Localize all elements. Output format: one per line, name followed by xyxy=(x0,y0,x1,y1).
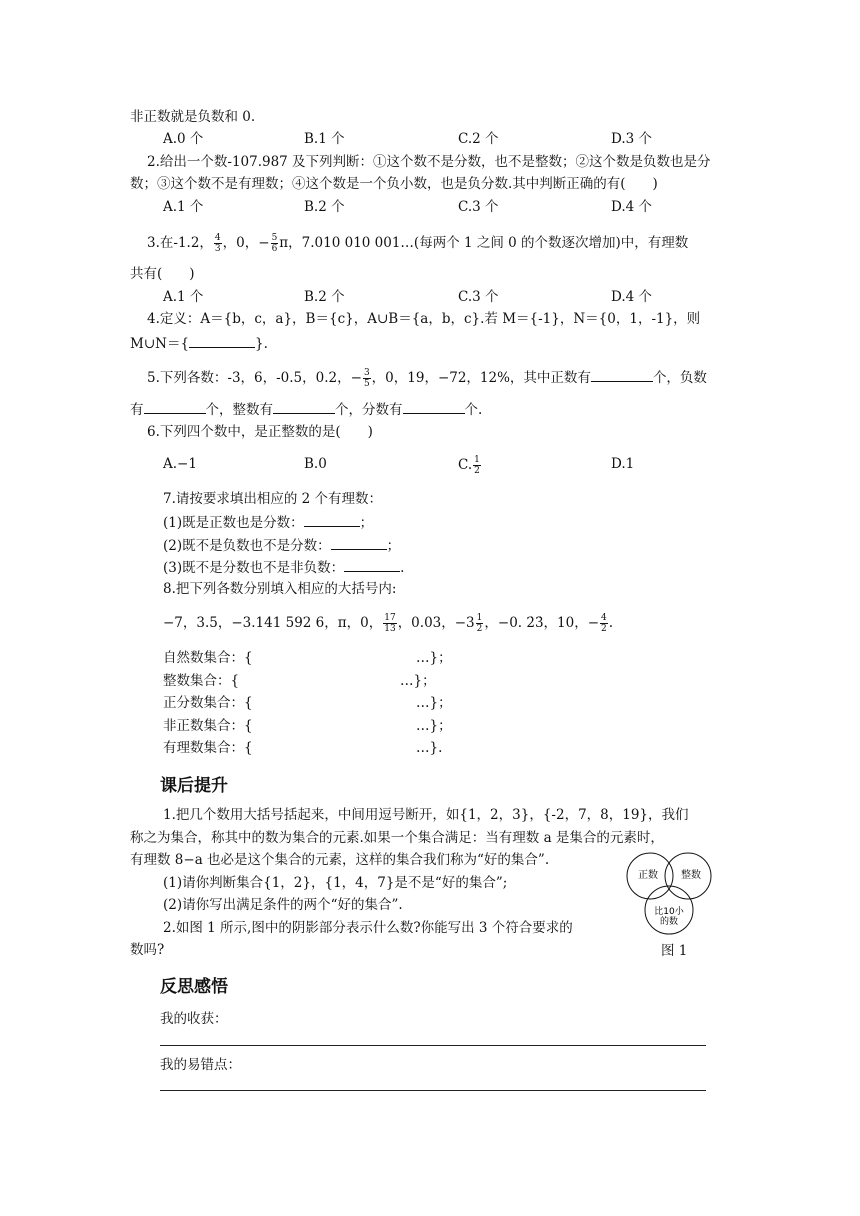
reflection-mistakes-line[interactable] xyxy=(160,1090,706,1091)
q7-part-2-text: (2)既不是负数也不是分数： xyxy=(163,538,331,554)
q7-part-1 xyxy=(163,512,373,532)
set-integer-end: …}； xyxy=(400,673,436,689)
q6-option-b: B.0 xyxy=(304,456,327,472)
q5-line2-d: 个. xyxy=(464,402,483,418)
q2-stem-line2: 数；③这个数不是有理数；④这个数是一个负小数，也是负分数.其中判断正确的有( ) xyxy=(130,176,658,192)
reflection-gain-label: 我的收获： xyxy=(160,1011,228,1027)
q1-option-c: C.2 个 xyxy=(458,131,499,147)
q8-stem: 8.把下列各数分别填入相应的大括号内: xyxy=(163,581,397,597)
ext1-line2: 称之为集合，称其中的数为集合的元素.如果一个集合满足：当有理数 a 是集合的元素时， xyxy=(130,830,664,846)
set-natural-label: 自然数集合：{ xyxy=(163,650,253,666)
figure-caption: 图 1 xyxy=(661,943,688,959)
q3-fraction-1-num: 4 xyxy=(214,233,221,243)
q8-fraction-3-den: 2 xyxy=(601,624,607,634)
q6-option-a: A.−1 xyxy=(163,456,197,472)
set-nonpositive-label: 非正数集合：{ xyxy=(163,718,253,734)
q8-fraction-2-den: 2 xyxy=(476,624,483,634)
continued-statement: 非正数就是负数和 0. xyxy=(130,109,256,125)
q5-mid: ，0，19，−72，12%，其中正数有 xyxy=(371,370,591,386)
q7-part-2-end: ； xyxy=(386,538,401,554)
q5-line2-a: 有 xyxy=(130,402,144,418)
q8-fraction-3 xyxy=(600,613,608,634)
q8-nums-b: ，0.03，−3 xyxy=(397,615,475,631)
q7-part-2 xyxy=(163,535,400,555)
q1-option-a: A.0 个 xyxy=(163,131,204,147)
q2-option-d: D.4 个 xyxy=(611,199,653,215)
q4-answer-blank[interactable] xyxy=(189,333,255,348)
q3-option-b: B.2 个 xyxy=(304,289,345,305)
q4-line2-prefix: M∪N＝{ xyxy=(130,336,190,352)
section-heading-reflection: 反思感悟 xyxy=(160,977,228,997)
q1-option-d: D.3 个 xyxy=(611,131,653,147)
reflection-mistakes-label: 我的易错点： xyxy=(160,1057,241,1073)
q5-stem-line2 xyxy=(130,399,482,419)
q6-stem: 6.下列四个数中，是正整数的是( ) xyxy=(147,424,373,440)
q3-option-c: C.3 个 xyxy=(458,289,499,305)
q7-part-3-end: . xyxy=(400,560,405,576)
venn-diagram xyxy=(618,852,720,938)
q3-option-d: D.4 个 xyxy=(611,289,653,305)
q8-fraction-1-num: 17 xyxy=(384,613,396,623)
q5-stem-line1 xyxy=(147,367,707,389)
q8-fraction-1 xyxy=(383,613,396,634)
q3-fraction-2-den: 6 xyxy=(271,244,278,254)
q2-option-c: C.3 个 xyxy=(458,199,499,215)
q7-part-3 xyxy=(163,557,404,577)
set-natural-end: …}； xyxy=(416,650,452,666)
q5-fraction xyxy=(363,368,371,389)
q2-option-a: A.1 个 xyxy=(163,199,204,215)
q3-fraction-1 xyxy=(214,233,222,254)
q2-option-b: B.2 个 xyxy=(304,199,345,215)
q3-fraction-1-den: 3 xyxy=(214,244,221,254)
q3-stem-line1 xyxy=(147,233,688,254)
q8-fraction-3-num: 4 xyxy=(601,613,607,623)
q8-fraction-2-num: 1 xyxy=(476,613,483,623)
q3-prefix: 3.在-1.2， xyxy=(147,235,213,251)
venn-label-integer: 整数 xyxy=(681,870,701,881)
set-rational-label: 有理数集合：{ xyxy=(163,740,253,756)
q8-fraction-1-den: 13 xyxy=(384,624,396,634)
venn-svg xyxy=(618,852,720,938)
q4-line2-suffix: }. xyxy=(255,336,268,352)
q7-part-1-text: (1)既是正数也是分数： xyxy=(163,515,304,531)
q8-nums-a: −7，3.5，−3.141 592 6，π，0， xyxy=(163,615,383,631)
q5-prefix: 5.下列各数：-3，6，-0.5，0.2，− xyxy=(147,370,362,386)
set-positive-fraction-end: …}； xyxy=(416,695,452,711)
q2-stem-line1: 2.给出一个数-107.987 及下列判断：①这个数不是分数，也不是整数；②这个数是负数也是分 xyxy=(147,154,711,170)
q6-option-c xyxy=(458,455,482,476)
q8-fraction-2 xyxy=(476,613,484,634)
set-nonpositive-end: …}； xyxy=(416,718,452,734)
q7-stem: 7.请按要求填出相应的 2 个有理数： xyxy=(163,491,383,507)
q6-option-d: D.1 xyxy=(611,456,635,472)
q6-option-c-fraction xyxy=(473,455,481,476)
q5-line2-b: 个，整数有 xyxy=(205,402,273,418)
q6-option-c-prefix: C. xyxy=(458,457,473,473)
q3-mid1: ，0，− xyxy=(222,235,270,251)
q7-part-1-blank[interactable] xyxy=(304,512,360,527)
ext1-sub2: (2)请你写出满足条件的两个“好的集合”. xyxy=(163,897,403,913)
section-heading-extension: 课后提升 xyxy=(160,776,228,796)
q7-part-2-blank[interactable] xyxy=(331,535,387,550)
venn-label-less-than-10-line1: 比10小 xyxy=(654,907,684,917)
q3-fraction-2 xyxy=(271,233,279,254)
set-rational-end: …}. xyxy=(416,740,443,756)
q3-mid2: π，7.010 010 001…(每两个 1 之间 0 的个数逐次增加)中，有理数 xyxy=(279,235,689,251)
ext2-line1: 2.如图 1 所示,图中的阴影部分表示什么数?你能写出 3 个符合要求的 xyxy=(163,920,573,936)
reflection-gain-line[interactable] xyxy=(160,1045,706,1046)
ext1-line1: 1.把几个数用大括号括起来，中间用逗号断开，如{1，2，3}，{-2，7，8，19}，我们 xyxy=(163,807,689,823)
ext1-line3: 有理数 8−a 也必是这个集合的元素，这样的集合我们称为“好的集合”. xyxy=(130,852,550,868)
q5-integer-blank[interactable] xyxy=(273,399,335,414)
q5-line2-c: 个，分数有 xyxy=(335,402,403,418)
q5-fraction-blank[interactable] xyxy=(403,399,465,414)
set-positive-fraction-label: 正分数集合：{ xyxy=(163,695,253,711)
q5-fraction-num: 3 xyxy=(363,368,370,378)
q7-part-3-blank[interactable] xyxy=(344,557,400,572)
q6-option-c-num: 1 xyxy=(474,455,480,465)
q4-stem-line1: 4.定义：A＝{b，c，a}，B＝{c}，A∪B＝{a，b，c}.若 M＝{-1}，N＝{0，1，-1}，则 xyxy=(147,311,701,327)
q3-option-a: A.1 个 xyxy=(163,289,204,305)
q8-number-list xyxy=(163,613,613,634)
q7-part-3-text: (3)既不是分数也不是非负数： xyxy=(163,560,345,576)
q5-positive-blank[interactable] xyxy=(591,367,653,382)
q8-nums-c: ，−0. 2̇3̇，10，− xyxy=(484,615,600,631)
venn-label-less-than-10-line2: 的数 xyxy=(659,917,679,927)
set-integer-label: 整数集合：{ xyxy=(163,673,240,689)
q4-stem-line2 xyxy=(130,333,268,353)
ext1-sub1: (1)请你判断集合{1，2}，{1，4，7}是不是“好的集合”; xyxy=(163,875,508,891)
q1-option-b: B.1 个 xyxy=(304,131,345,147)
q5-line1-end: 个，负数 xyxy=(652,370,707,386)
q7-part-1-end: ； xyxy=(359,515,374,531)
q5-negative-blank[interactable] xyxy=(144,399,206,414)
ext2-line2: 数吗? xyxy=(130,942,165,958)
venn-label-positive: 正数 xyxy=(638,870,658,881)
q5-fraction-den: 5 xyxy=(363,379,370,389)
q3-fraction-2-num: 5 xyxy=(271,233,278,243)
q3-stem-line2: 共有( ) xyxy=(130,266,195,282)
q8-nums-d: . xyxy=(608,615,614,631)
q6-option-c-den: 2 xyxy=(474,466,480,476)
